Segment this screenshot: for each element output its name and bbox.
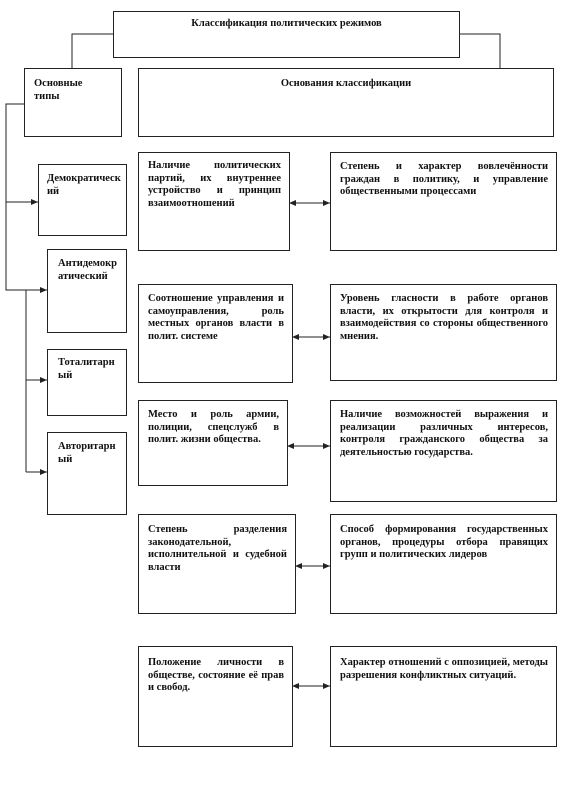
bases-header-box [138, 68, 554, 137]
basis-1-left-box [138, 152, 290, 251]
type-authoritarian-box [47, 432, 127, 515]
type-democratic-label: Демократический [47, 173, 121, 197]
basis-4-right: Способ формирования государственных органов, процедуры отбора правящих групп и политических лидеров [340, 524, 548, 560]
type-totalitarian-box [47, 349, 127, 416]
basis-3-left: Место и роль армии, полиции, спецслужб в полит. жизни общества. [148, 409, 279, 445]
basis-2-left: Соотношение управления и самоуправления, роль местных органов власти в полит. системе [148, 293, 284, 342]
basis-4-left: Степень разделения законодательной, исполнительной и судебной власти [148, 524, 287, 573]
basis-1-right-box [330, 152, 557, 251]
basis-3-right-box [330, 400, 557, 502]
basis-1-right: Степень и характер вовлечённости граждан в политику, и управление общественными процессами [340, 161, 548, 197]
basis-2-right-box [330, 284, 557, 381]
basis-5-left-box [138, 646, 293, 747]
type-totalitarian-label: Тоталитарный [58, 357, 115, 381]
type-antidemocratic-box [47, 249, 127, 333]
title-to-bases-connector [460, 34, 500, 68]
type-authoritarian-label: Авторитарный [58, 441, 116, 465]
basis-5-right: Характер отношений с оппозицией, методы разрешения конфликтных ситуаций. [340, 657, 548, 681]
basis-1-left: Наличие политических партий, их внутреннее устройство и принцип взаимоотношений [148, 160, 281, 209]
types-header: Основные типы [34, 78, 83, 102]
type-democratic-box [38, 164, 127, 236]
basis-2-left-box [138, 284, 293, 383]
title-box [113, 11, 460, 58]
anti-bracket-line [26, 290, 47, 472]
page-title: Классификация политических режимов [191, 18, 382, 29]
type-antidemocratic-label: Антидемократический [58, 258, 117, 282]
bases-header: Основания классификации [280, 78, 412, 89]
types-header-box [24, 68, 122, 137]
basis-5-left: Положение личности в обществе, состояние её прав и свобод. [148, 657, 284, 693]
basis-4-left-box [138, 514, 296, 614]
basis-4-right-box [330, 514, 557, 614]
title-to-types-connector [72, 34, 113, 68]
basis-3-left-box [138, 400, 288, 486]
basis-3-right: Наличие возможностей выражения и реализации различных интересов, контроля гражданского общества за деятельностью государства. [340, 409, 548, 458]
basis-2-right: Уровень гласности в работе органов власти, их открытости для контроля и взаимодействия со стороны общественного мнения. [340, 293, 548, 342]
basis-5-right-box [330, 646, 557, 747]
